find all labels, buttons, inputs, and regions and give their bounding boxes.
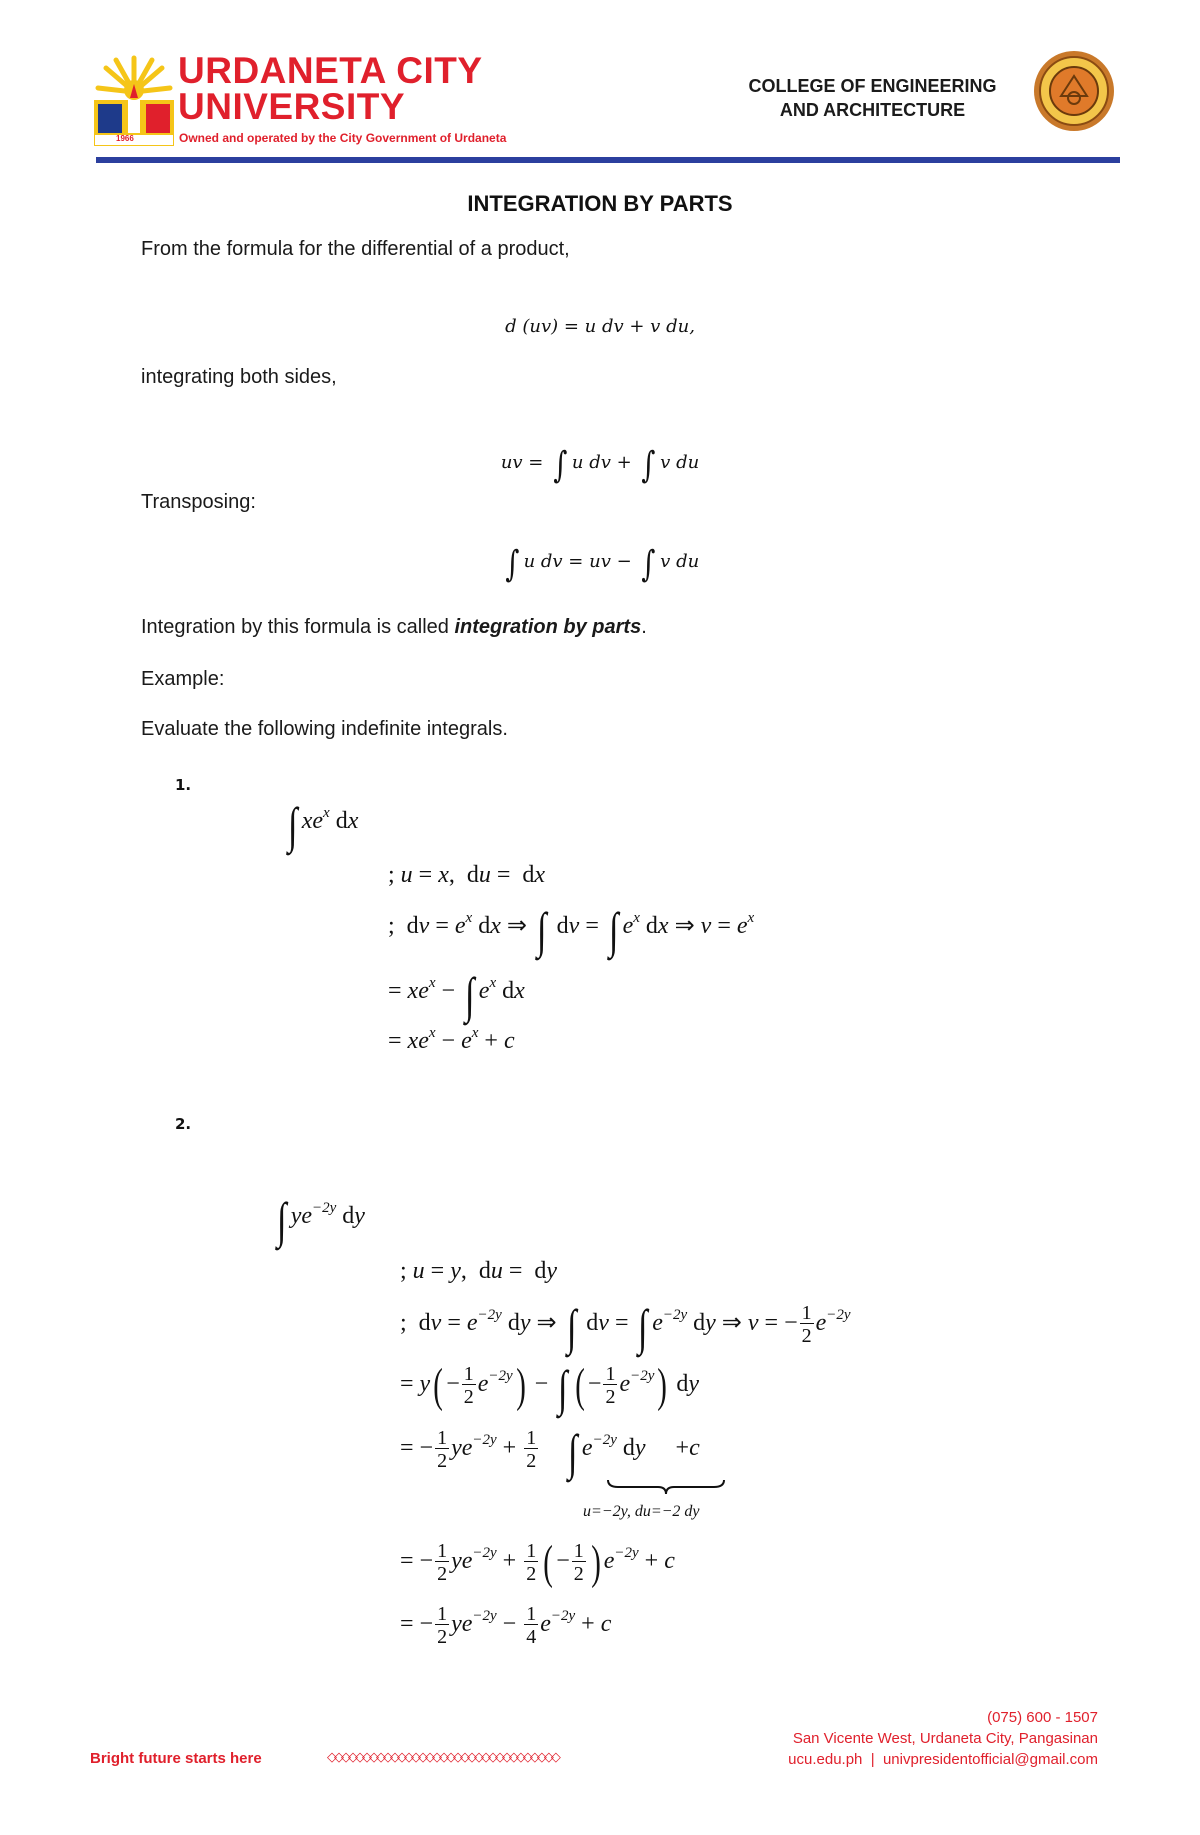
- footer-phone: (075) 600 - 1507: [987, 1709, 1098, 1726]
- example-2-result: = − $\frac{1}{2}$ $ye^{-2y}$ − $\frac{1}{4}$ $e^{-2y} + c$: [400, 1603, 612, 1648]
- university-tagline: Owned and operated by the City Government of Urdaneta: [179, 131, 507, 145]
- example-2-substitution-v: ; dv = $e^{-2y}$ dy ⇒ ∫ dv = ∫ $e^{-2y}$ dy ⇒ v = − $\frac{1}{2}$ $e^{-2y}$: [400, 1299, 851, 1355]
- product-rule-formula: d (uv) = u dv + v du,: [505, 316, 695, 337]
- example-2-substitution-u: ; u = y, du = dy: [400, 1258, 558, 1284]
- integration-by-parts-formula: ∫ u dv = uv − ∫ v du: [505, 544, 700, 585]
- university-logo: [94, 54, 174, 146]
- header-divider: [96, 157, 1120, 163]
- intro-text: From the formula for the differential of a product,: [141, 238, 570, 260]
- college-name-line2: AND ARCHITECTURE: [779, 100, 966, 120]
- example-1-substitution-v: ; dv = $e^x$ dx ⇒ ∫ dv = ∫ $e^x$ dx ⇒ $v = e^x$: [388, 902, 755, 958]
- example-1-step-1: = $xe^x$ − ∫ $e^x$ dx: [388, 967, 525, 1023]
- conclusion-prefix: Integration by this formula is called: [141, 616, 455, 638]
- example-2-integral: ∫ $ye^{-2y}$ dy: [277, 1192, 365, 1248]
- example-2-step-1: = y( − $\frac{1}{2}$ $e^{-2y}$) − ∫ ( − $\frac{1}{2}$ $e^{-2y}$) dy: [400, 1359, 700, 1416]
- footer-slogan: Bright future starts here: [90, 1750, 262, 1767]
- example-2-step-2: = − $\frac{1}{2}$ $ye^{-2y}$ + $\frac{1}{2}$ ∫ $e^{-2y}$ dy +c: [400, 1424, 700, 1480]
- example-label: Example:: [141, 668, 225, 690]
- college-seal: [1033, 50, 1115, 132]
- page-title: INTEGRATION BY PARTS: [467, 191, 733, 216]
- underbrace: [606, 1478, 726, 1496]
- conclusion-emphasis: integration by parts: [454, 616, 642, 638]
- example-1-result: = $xe^x - e^x + c$: [388, 1025, 515, 1054]
- example-2-step-3: = − $\frac{1}{2}$ $ye^{-2y}$ + $\frac{1}{2}$ ( − $\frac{1}{2}$ ) $e^{-2y} + c$: [400, 1536, 675, 1589]
- instruction-text: Evaluate the following indefinite integrals.: [141, 718, 508, 740]
- university-name-line1: URDANETA CITY: [178, 50, 483, 91]
- footer-web-email: ucu.edu.ph | univpresidentofficial@gmail.com: [788, 1751, 1098, 1768]
- integrating-text: integrating both sides,: [141, 366, 337, 388]
- footer-address: San Vicente West, Urdaneta City, Pangasinan: [792, 1730, 1098, 1747]
- underbrace-label: u=−2y, du=−2 dy: [583, 1503, 700, 1520]
- example-1-integral: ∫ $xe^x$ dx: [288, 797, 359, 853]
- university-name-line2: UNIVERSITY: [178, 86, 406, 127]
- logo-year: 1966: [116, 134, 134, 143]
- conclusion-text: [141, 616, 647, 639]
- college-name: [700, 74, 1045, 122]
- conclusion-suffix: .: [641, 616, 647, 638]
- example-1-number: 1.: [175, 776, 192, 794]
- transposing-text: Transposing:: [141, 491, 256, 513]
- integrated-formula: uv = ∫ u dv + ∫ v du: [500, 445, 700, 486]
- example-1-substitution-u: ; u = x, du = dx: [388, 862, 546, 888]
- footer-diamond-pattern: ◇◇◇◇◇◇◇◇◇◇◇◇◇◇◇◇◇◇◇◇◇◇◇◇◇◇◇◇◇◇◇◇◇: [327, 1750, 558, 1765]
- example-2-number: 2.: [175, 1115, 192, 1133]
- college-name-line1: COLLEGE OF ENGINEERING: [748, 76, 997, 96]
